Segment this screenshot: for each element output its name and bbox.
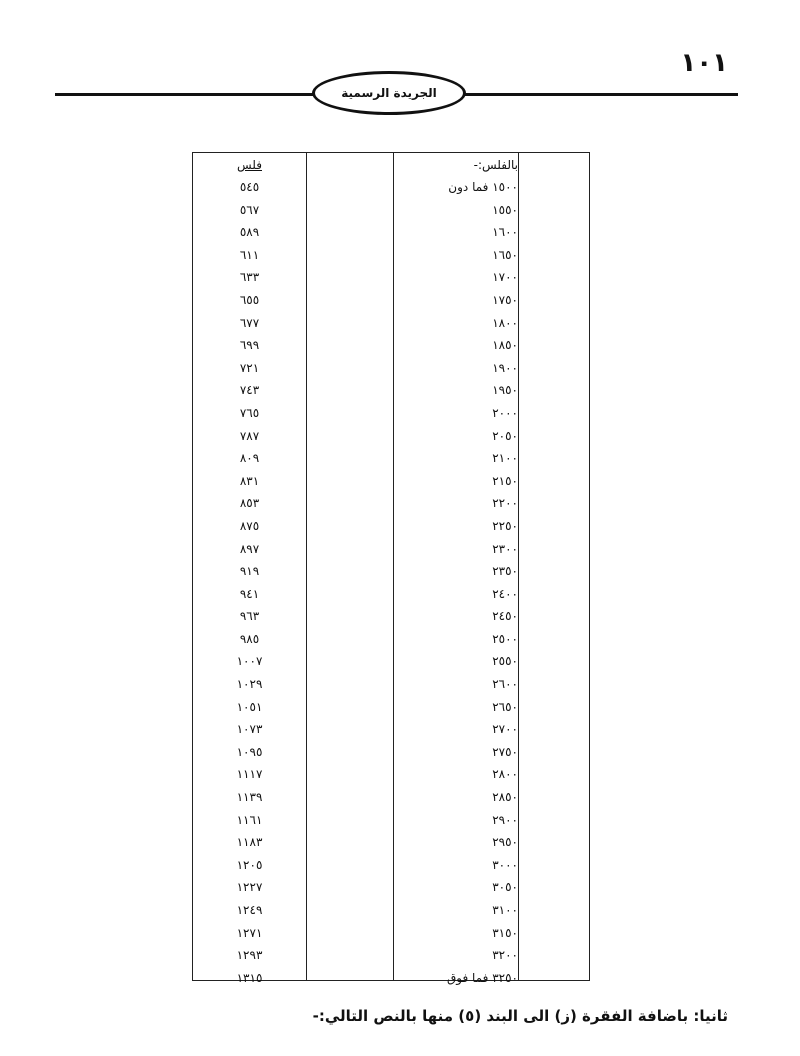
fils-cell: ٦٩٩	[239, 338, 260, 353]
threshold-cell: ٢٥٥٠	[492, 654, 518, 669]
threshold-cell: ١٨٥٠	[492, 338, 518, 353]
amendment-paragraph: ثانيا: باضافة الفقرة (ز) الى البند (٥) منها بالنص التالي:-	[312, 1007, 728, 1025]
threshold-cell: ١٥٥٠	[492, 202, 518, 217]
table-divider	[518, 153, 519, 980]
threshold-column	[393, 155, 518, 989]
threshold-cell: ٢٦٥٠	[492, 699, 518, 714]
fils-cell: ١٠٥١	[236, 699, 263, 714]
threshold-cell: ١٩٠٠	[492, 360, 518, 375]
threshold-cell: ١٥٠٠ فما دون	[448, 180, 518, 194]
threshold-cell: ٢٤٠٠	[492, 586, 518, 601]
threshold-cell: ٢٧٠٠	[492, 722, 518, 737]
fils-cell: ١٢٠٥	[236, 857, 263, 872]
threshold-cell: ٢٠٠٠	[492, 405, 518, 420]
threshold-cell: ٣٢٠٠	[492, 948, 518, 963]
fils-cell: ٨٩٧	[239, 541, 260, 556]
fils-cell: ٨٧٥	[239, 518, 260, 533]
fils-cell: ٧٢١	[239, 360, 260, 375]
threshold-cell: ٢٥٠٠	[492, 631, 518, 646]
fils-cell: ٧٦٥	[239, 405, 260, 420]
fils-cell: ١٣١٥	[236, 970, 263, 985]
fils-cell: ١٢٤٩	[236, 903, 263, 917]
threshold-cell: ٢٨٠٠	[492, 767, 518, 782]
threshold-cell: ٢٢٥٠	[492, 518, 518, 533]
threshold-cell: ٢٤٥٠	[492, 609, 518, 624]
threshold-cell: ٣١٠٠	[492, 903, 518, 917]
fils-cell: ٥٤٥	[239, 180, 260, 194]
fils-cell: ٧٤٣	[239, 383, 260, 398]
threshold-cell: ٢٩٠٠	[492, 812, 518, 827]
fils-cell: ٨٠٩	[239, 451, 260, 466]
fils-cell: ١٢٢٧	[236, 880, 263, 895]
threshold-cell: ٣٠٠٠	[492, 857, 518, 872]
threshold-cell: ١٩٥٠	[492, 383, 518, 398]
fils-cell: ١١١٧	[236, 767, 263, 782]
fils-cell: ٩٦٣	[239, 609, 260, 624]
threshold-cell: ٣٢٥٠ فما فوق	[447, 970, 518, 985]
fils-cell: ١٠٢٩	[236, 677, 263, 692]
threshold-cell: ٢٣٥٠	[492, 564, 518, 579]
fils-cell: ٦٥٥	[239, 292, 260, 307]
fils-cell: ٨٥٣	[239, 496, 260, 511]
threshold-cell: ١٦٥٠	[492, 247, 518, 262]
threshold-cell: ٢١٠٠	[492, 451, 518, 466]
fils-cell: ١١٣٩	[236, 790, 263, 805]
fils-cell: ٦١١	[239, 247, 260, 262]
threshold-cell: ٢٩٥٠	[492, 835, 518, 850]
threshold-cell: ٢١٥٠	[492, 473, 518, 488]
threshold-cell: ٢٧٥٠	[492, 744, 518, 759]
fils-cell: ١١٦١	[236, 812, 263, 827]
fils-cell: ٧٨٧	[239, 428, 260, 443]
threshold-cell: ٣٠٥٠	[492, 880, 518, 895]
gazette-title: الجريدة الرسمية	[341, 86, 437, 100]
fils-cell: ١١٨٣	[236, 835, 263, 850]
fils-cell: ٨٣١	[239, 473, 260, 488]
threshold-cell: ٣١٥٠	[492, 925, 518, 940]
threshold-cell: ١٨٠٠	[492, 315, 518, 330]
table-divider	[306, 153, 307, 980]
threshold-cell: ٢٨٥٠	[492, 790, 518, 805]
fils-header: فلس	[236, 158, 262, 172]
fils-cell: ٥٦٧	[239, 202, 260, 217]
fils-cell: ٩١٩	[239, 564, 260, 579]
fils-cell: ١٢٩٣	[236, 948, 263, 963]
fils-cell: ٦٧٧	[239, 315, 260, 330]
gazette-title-oval	[312, 71, 466, 115]
threshold-cell: ١٧٥٠	[492, 292, 518, 307]
fils-cell: ٩٨٥	[239, 631, 260, 646]
fils-column	[193, 155, 306, 989]
fils-cell: ١٠٩٥	[236, 744, 263, 759]
page-number: ١٠١	[680, 48, 728, 78]
fils-cell: ٦٣٣	[239, 270, 260, 285]
threshold-cell: ٢٢٠٠	[492, 496, 518, 511]
threshold-cell: ١٧٠٠	[492, 270, 518, 285]
rate-table	[192, 152, 590, 985]
threshold-cell: ٢٠٥٠	[492, 428, 518, 443]
fils-cell: ١٢٧١	[236, 925, 263, 940]
fils-cell: ٥٨٩	[239, 225, 260, 240]
threshold-header: بالفلس:-	[473, 158, 518, 172]
fils-cell: ١٠٧٣	[236, 722, 263, 737]
threshold-cell: ٢٣٠٠	[492, 541, 518, 556]
threshold-cell: ٢٦٠٠	[492, 677, 518, 692]
fils-cell: ١٠٠٧	[236, 654, 263, 669]
threshold-cell: ١٦٠٠	[492, 225, 518, 240]
fils-cell: ٩٤١	[239, 586, 260, 601]
